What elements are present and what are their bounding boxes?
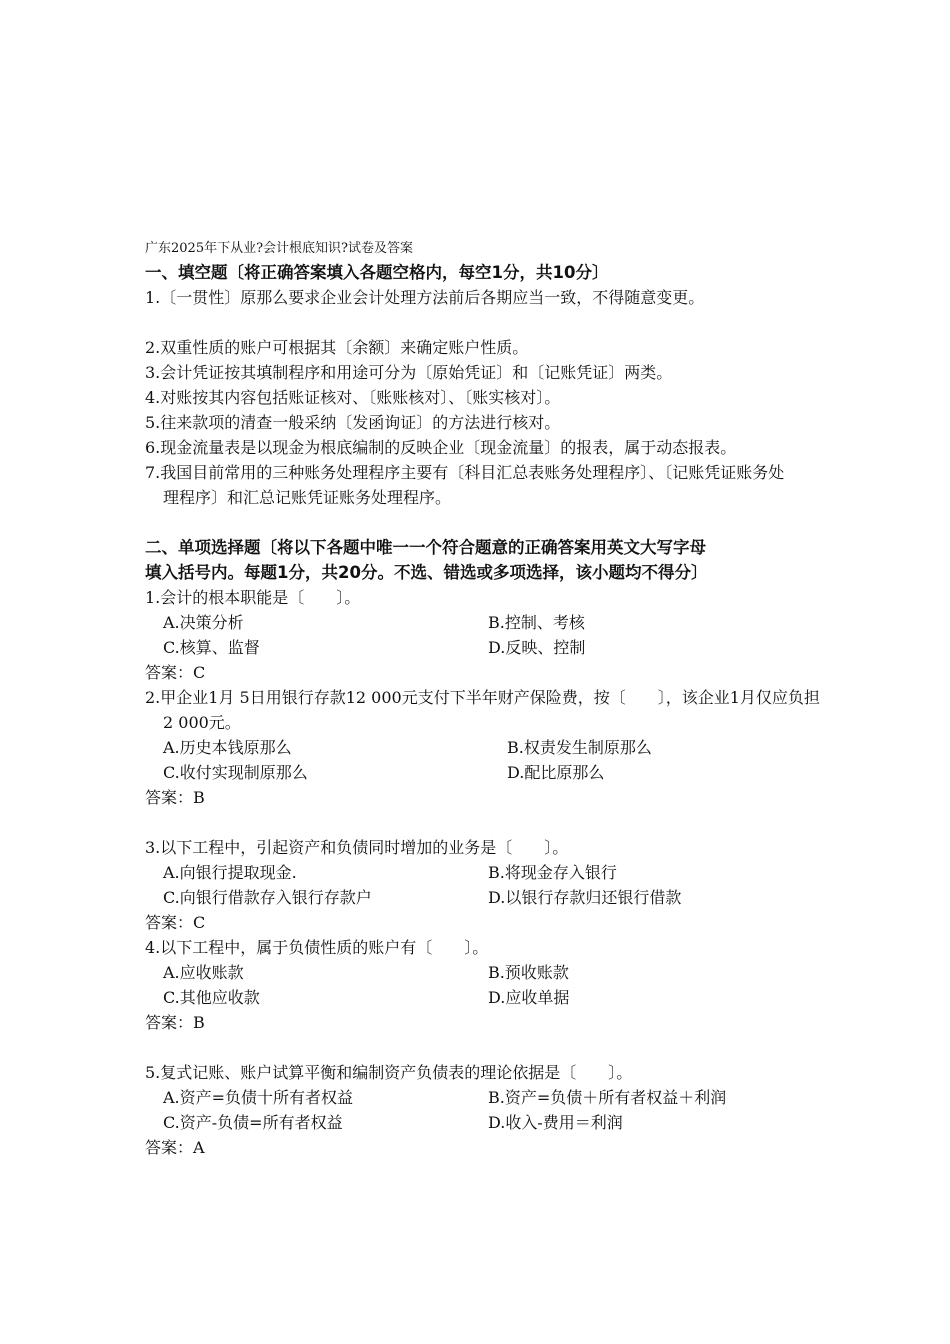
option-d: D.配比原那么 [507,763,605,782]
question-2-answer: 答案：B [145,788,205,807]
fill-item-1: 1.〔一贯性〕原那么要求企业会计处理方法前后各期应当一致，不得随意变更。 [145,288,705,307]
question-4-options [145,960,825,1010]
fill-item-4: 4.对账按其内容包括账证核对、〔账账核对〕、〔账实核对〕。 [145,388,561,407]
section-1-heading: 一、填空题〔将正确答案填入各题空格内，每空1分，共10分〕 [145,263,609,282]
question-1-answer: 答案：C [145,663,206,682]
option-d: D.反映、控制 [488,638,586,657]
option-c: C.核算、监督 [163,638,260,657]
question-5-answer: 答案：A [145,1138,205,1157]
question-3-stem: 3.以下工程中，引起资产和负债同时增加的业务是〔 〕。 [145,838,569,857]
section-2-heading-line-1: 二、单项选择题〔将以下各题中唯一一个符合题意的正确答案用英文大写字母 [145,538,706,557]
question-4-answer: 答案：B [145,1013,205,1032]
option-a: A.决策分析 [163,613,244,632]
question-1-stem: 1.会计的根本职能是〔 〕。 [145,588,361,607]
question-4-stem: 4.以下工程中，属于负债性质的账户有〔 〕。 [145,938,489,957]
question-5-options [145,1085,825,1135]
spacer [145,510,825,535]
document-title: 广东2025年下从业?会计根底知识?试卷及答案 [145,241,414,256]
option-a: A.资产=负债十所有者权益 [163,1088,354,1107]
option-d: D.以银行存款归还银行借款 [488,888,682,907]
option-b: B.将现金存入银行 [488,863,617,882]
section-2-heading-line-2: 填入括号内。每题1分，共20分。不选、错选或多项选择，该小题均不得分〕 [145,563,708,582]
option-b: B.控制、考核 [488,613,585,632]
option-b: B.资产=负债＋所有者权益＋利润 [488,1088,727,1107]
question-3-options [145,860,825,910]
exam-document [145,238,825,1160]
spacer [145,810,825,835]
question-3-answer: 答案：C [145,913,206,932]
option-c: C.收付实现制原那么 [163,763,308,782]
fill-item-2: 2.双重性质的账户可根据其〔余额〕来确定账户性质。 [145,338,529,357]
spacer [145,310,825,335]
option-d: D.收入-费用＝利润 [488,1113,623,1132]
option-b: B.预收账款 [488,963,569,982]
option-d: D.应收单据 [488,988,570,1007]
question-5-stem: 5.复式记账、账户试算平衡和编制资产负债表的理论依据是〔 〕。 [145,1063,633,1082]
spacer [145,1035,825,1060]
question-1-options [145,610,825,660]
option-c: C.资产-负债=所有者权益 [163,1113,343,1132]
option-a: A.应收账款 [163,963,244,982]
question-2-stem: 2.甲企业1月 5日用银行存款12 000元支付下半年财产保险费，按〔 〕，该企业1月仅应负担2 000元。 [145,688,820,732]
fill-item-5: 5.往来款项的清查一般采纳〔发函询证〕的方法进行核对。 [145,413,561,432]
fill-item-3: 3.会计凭证按其填制程序和用途可分为〔原始凭证〕和〔记账凭证〕两类。 [145,363,673,382]
fill-item-6: 6.现金流量表是以现金为根底编制的反映企业〔现金流量〕的报表，属于动态报表。 [145,438,737,457]
option-c: C.其他应收款 [163,988,260,1007]
option-b: B.权责发生制原那么 [507,738,652,757]
fill-item-7: 7.我国目前常用的三种账务处理程序主要有〔科目汇总表账务处理程序〕、〔记账凭证账务处理程序〕和汇总记账凭证账务处理程序。 [145,463,785,507]
option-a: A.向银行提取现金. [163,863,297,882]
question-2-options [145,735,825,785]
option-a: A.历史本钱原那么 [163,738,292,757]
option-c: C.向银行借款存入银行存款户 [163,888,372,907]
